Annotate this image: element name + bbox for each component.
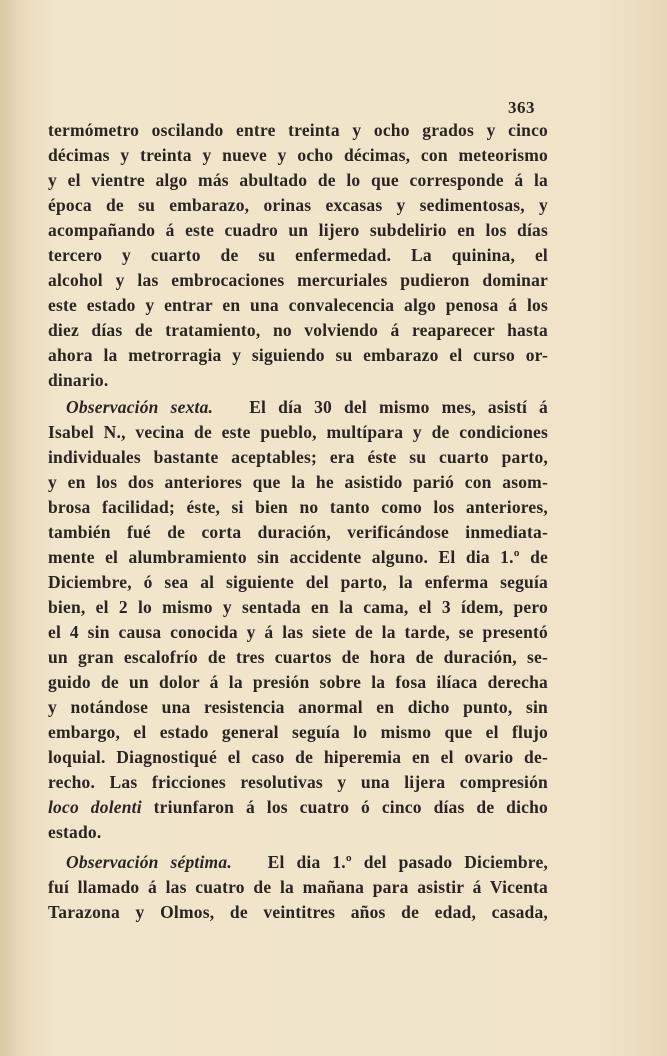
text-line: diez días de tratamiento, no volviendo á reaparecer hasta — [48, 320, 548, 340]
text-line: Isabel N., vecina de este pueblo, multípara y de condiciones — [48, 422, 548, 442]
paragraph-start — [66, 395, 548, 419]
text-line: estado. — [48, 822, 102, 842]
page-number: 363 — [508, 98, 535, 117]
text-fragment: El dia 1.º del pasado Diciembre, — [267, 852, 549, 872]
text-fragment: El día 30 del mismo mes, asistí á — [249, 397, 548, 417]
text-line: recho. Las fricciones resolutivas y una lijera compresión — [48, 772, 548, 792]
section-heading-sexta: Observación sexta. — [66, 397, 214, 417]
text-line: guido de un dolor á la presión sobre la fosa ilíaca derecha — [48, 672, 548, 692]
text-line: dinario. — [48, 370, 109, 390]
text-line: y notándose una resistencia anormal en dicho punto, sin — [48, 697, 548, 717]
text-line: loquial. Diagnostiqué el caso de hiperemia en el ovario de- — [48, 747, 548, 767]
text-line: y en los dos anteriores que la he asistido parió con asom- — [48, 472, 548, 492]
text-line: alcohol y las embrocaciones mercuriales pudieron dominar — [48, 270, 548, 290]
text-line: época de su embarazo, orinas excasas y sedimentosas, y — [48, 195, 548, 215]
text-line: décimas y treinta y nueve y ocho décimas, con meteorismo — [48, 145, 548, 165]
text-line: Tarazona y Olmos, de veintitres años de edad, casada, — [48, 902, 548, 922]
text-line: Diciembre, ó sea al siguiente del parto, la enferma seguía — [48, 572, 548, 592]
section-heading-septima: Observación séptima. — [66, 852, 232, 872]
text-line: ahora la metrorragia y siguiendo su embarazo el curso or- — [48, 345, 548, 365]
text-line: y el vientre algo más abultado de lo que corresponde á la — [48, 170, 548, 190]
text-line: tercero y cuarto de su enfermedad. La quinina, el — [48, 245, 548, 265]
text-line: brosa facilidad; éste, si bien no tanto como los anteriores, — [48, 497, 548, 517]
latin-phrase: loco dolenti — [48, 797, 142, 817]
text-line: también fué de corta duración, verificándose inmediata- — [48, 522, 548, 542]
text-line: individuales bastante aceptables; era éste su cuarto parto, — [48, 447, 548, 467]
text-fragment: triunfaron á los cuatro ó cinco días de dicho — [153, 797, 548, 817]
text-line: acompañando á este cuadro un lijero subdelirio en los días — [48, 220, 548, 240]
text-line: termómetro oscilando entre treinta y ocho grados y cinco — [48, 120, 548, 140]
text-line: mente el alumbramiento sin accidente alguno. El dia 1.º de — [48, 547, 548, 567]
text-line: fuí llamado á las cuatro de la mañana para asistir á Vicenta — [48, 877, 548, 897]
text-line: un gran escalofrío de tres cuartos de hora de duración, se- — [48, 647, 548, 667]
text-line: bien, el 2 lo mismo y sentada en la cama, el 3 ídem, pero — [48, 597, 548, 617]
text-line: el 4 sin causa conocida y á las siete de la tarde, se presentó — [48, 622, 548, 642]
text-line: embargo, el estado general seguía lo mismo que el flujo — [48, 722, 548, 742]
paragraph-start — [66, 850, 548, 874]
text-line — [48, 795, 548, 819]
text-line: este estado y entrar en una convalecencia algo penosa á los — [48, 295, 548, 315]
